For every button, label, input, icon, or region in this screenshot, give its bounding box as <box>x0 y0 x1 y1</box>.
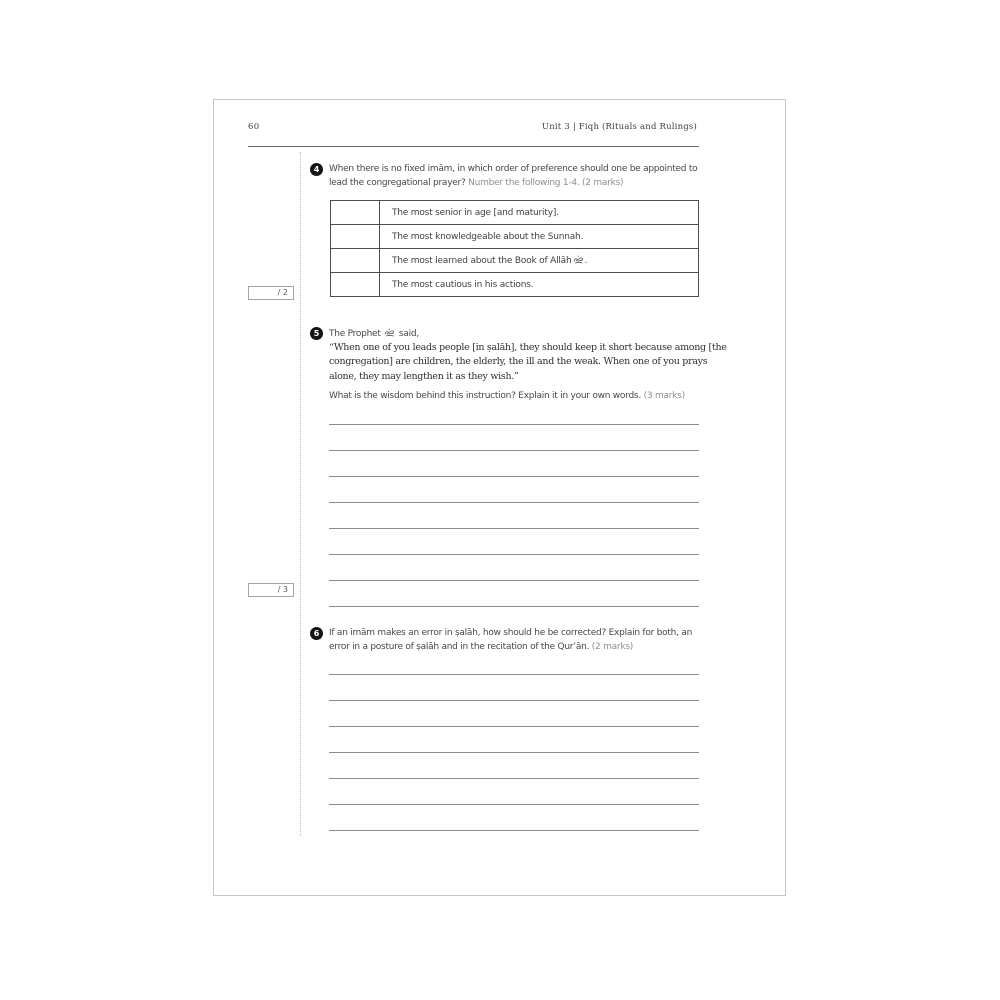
margin-dotted-rule <box>300 152 301 836</box>
answer-line[interactable] <box>329 753 699 779</box>
question-line: When there is no fixed imām, in which order of preference should one be appointed to <box>329 164 698 174</box>
hadith-quote <box>329 341 727 384</box>
marks-note: (3 marks) <box>643 391 685 401</box>
question-number: 5 <box>313 329 320 338</box>
ordering-table <box>330 200 699 297</box>
answer-lines-q6 <box>329 649 699 831</box>
answer-line[interactable] <box>329 701 699 727</box>
option-text: The most learned about the Book of Allāh . <box>392 255 588 266</box>
answer-line[interactable] <box>329 727 699 753</box>
quote-line: “When one of you leads people [in ṣalāh], they should keep it short because among [the <box>329 342 727 353</box>
answer-line[interactable] <box>329 451 699 477</box>
answer-line[interactable] <box>329 529 699 555</box>
header-title: Unit 3 | Fiqh (Rituals and Rulings) <box>541 122 697 132</box>
table-row <box>331 201 698 224</box>
question-line: error in a posture of ṣalāh and in the recitation of the Qur’ān. (2 marks) <box>329 642 634 652</box>
option-text: The most cautious in his actions. <box>392 279 534 290</box>
prophet-honorific-icon <box>384 328 395 342</box>
answer-line[interactable] <box>329 425 699 451</box>
answer-line[interactable] <box>329 649 699 675</box>
page-number: 60 <box>248 122 260 132</box>
number-cell[interactable] <box>331 249 380 272</box>
answer-line[interactable] <box>329 555 699 581</box>
question-number: 6 <box>313 629 320 638</box>
answer-line[interactable] <box>329 805 699 831</box>
question-instruction: Number the following 1-4. (2 marks) <box>468 178 624 188</box>
option-text: The most senior in age [and maturity]. <box>392 207 559 218</box>
table-row <box>331 224 698 248</box>
marks-note: (2 marks) <box>591 642 634 652</box>
header-rule <box>248 146 699 147</box>
answer-line[interactable] <box>329 581 699 607</box>
answer-line[interactable] <box>329 675 699 701</box>
marks-box-q5[interactable]: / 3 <box>248 583 294 597</box>
number-cell[interactable] <box>331 273 380 296</box>
option-text: The most knowledgeable about the Sunnah. <box>392 231 584 242</box>
answer-line[interactable] <box>329 399 699 425</box>
question-line: If an imām makes an error in ṣalāh, how should he be corrected? Explain for both, an <box>329 628 693 638</box>
number-cell[interactable] <box>331 225 380 248</box>
answer-line[interactable] <box>329 503 699 529</box>
answer-line[interactable] <box>329 477 699 503</box>
table-row <box>331 248 698 272</box>
question-number: 4 <box>313 165 320 174</box>
answer-line[interactable] <box>329 779 699 805</box>
quote-line: alone, they may lengthen it as they wish.” <box>329 370 519 382</box>
question-5-intro <box>329 327 709 342</box>
question-line: What is the wisdom behind this instruction? Explain it in your own words. (3 marks) <box>329 391 685 401</box>
quote-line: congregation] are children, the elderly, the ill and the weak. When one of you prays <box>329 356 708 368</box>
question-6-badge <box>310 627 323 640</box>
marks-box-q4[interactable]: / 2 <box>248 286 294 300</box>
number-cell[interactable] <box>331 201 380 224</box>
answer-lines-q5 <box>329 399 699 607</box>
question-4-badge <box>310 163 323 176</box>
workbook-page <box>213 99 786 896</box>
question-line: The Prophet said, <box>329 327 709 342</box>
allah-honorific-icon <box>573 255 584 267</box>
question-5-badge <box>310 327 323 340</box>
question-line: lead the congregational prayer? Number the following 1-4. (2 marks) <box>329 178 624 188</box>
table-row <box>331 272 698 296</box>
question-4-text <box>329 162 709 190</box>
